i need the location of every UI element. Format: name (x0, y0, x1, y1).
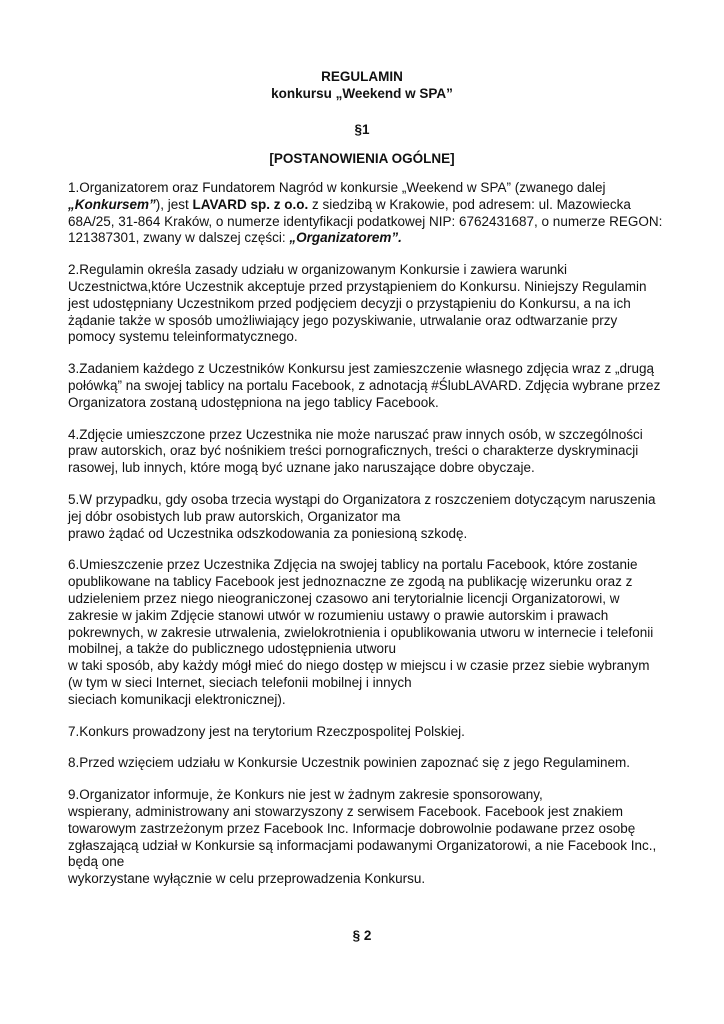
konkurs-term: „Konkursem” (68, 196, 156, 212)
paragraph-line: 2.Regulamin określa zasady udziału w organizowanym Konkursie i zawiera warunki (68, 262, 567, 278)
paragraph-line: zakresie w jakim Zdjęcie stanowi utwór w rozumieniu ustawy o prawie autorskim i prawach (68, 607, 609, 623)
paragraph-line: opublikowane na tablicy Facebook jest jednoznaczne ze zgodą na publikację wizerunku oraz z (68, 574, 633, 590)
paragraph-line: towarowym zastrzeżonym przez Facebook Inc. Informacje dobrowolnie podawane przez osobę (68, 820, 636, 836)
paragraph-line: rasowej, lub innych, które mogą być uznane jako naruszające dobre obyczaje. (68, 460, 535, 476)
paragraph-line: praw autorskich, oraz być nośnikiem treści pornograficznych, treści o charakterze dyskryminacji (68, 443, 639, 459)
document-body (68, 180, 668, 903)
paragraph-7 (68, 724, 668, 741)
paragraph-line: prawo żądać od Uczestnika odszkodowania za poniesioną szkodę. (68, 525, 468, 541)
paragraph-line: wykorzystane wyłącznie w celu przeprowadzenia Konkursu. (68, 871, 426, 887)
paragraph-line: 4.Zdjęcie umieszczone przez Uczestnika nie może naruszać praw innych osób, w szczególności (68, 426, 643, 442)
paragraph-line: 9.Organizator informuje, że Konkurs nie jest w żadnym zakresie sponsorowany, (68, 787, 543, 803)
text-run: ), jest (155, 196, 193, 212)
paragraph-2 (68, 262, 668, 346)
paragraph-line: 7.Konkurs prowadzony jest na terytorium Rzeczpospolitej Polskiej. (68, 723, 465, 739)
paragraph-line (68, 230, 668, 247)
document-subtitle: konkursu „Weekend w SPA” (271, 86, 453, 101)
paragraph-line: wspierany, administrowany ani stowarzyszony z serwisem Facebook. Facebook jest znakiem (68, 803, 623, 819)
paragraph-line: 68A/25, 31-864 Kraków, o numerze identyfikacji podatkowej NIP: 6762431687, o numerze REGON: (68, 213, 663, 229)
document-title: REGULAMIN (321, 69, 403, 84)
paragraph-9 (68, 787, 668, 888)
paragraph-5 (68, 492, 668, 542)
company-name: LAVARD sp. z o.o. (192, 196, 309, 212)
paragraph-line: 1.Organizatorem oraz Fundatorem Nagród w konkursie „Weekend w SPA” (zwanego dalej (68, 180, 606, 195)
paragraph-line: pokrewnych, w zakresie utrwalenia, zwielokrotnienia i opublikowania utworu w internecie i telefonii (68, 624, 654, 640)
paragraph-line: mobilnej, a także do publicznego udostępnienia utworu (68, 641, 396, 657)
paragraph-1 (68, 180, 668, 247)
paragraph-line: sieciach komunikacji elektronicznej). (68, 691, 286, 707)
paragraph-line: 5.W przypadku, gdy osoba trzecia wystąpi do Organizatora z roszczeniem dotyczącym naruszenia (68, 491, 656, 507)
paragraph-3 (68, 361, 668, 411)
paragraph-line: jest udostępniany Uczestnikom przed podjęciem decyzji o przystąpieniu do Konkursu, a na ich (68, 295, 631, 311)
paragraph-line: zgłaszającą udział w Konkursie są informacjami podawanymi Organizatorowi, a nie Facebook Inc., (68, 837, 657, 853)
paragraph-4 (68, 427, 668, 477)
paragraph-line: jej dóbr osobistych lub praw autorskich, Organizator ma (68, 508, 401, 524)
paragraph-line: połówką” na swojej tablicy na portalu Facebook, z adnotacją #ŚlubLAVARD. Zdjęcia wybrane przez (68, 377, 661, 393)
paragraph-line: udzieleniem przez niego nieograniczonej czasowo ani terytorialnie licencji Organizatorowi, w (68, 590, 620, 606)
paragraph-8 (68, 755, 668, 772)
paragraph-line: Uczestnictwa,które Uczestnik akceptuje przed przystąpieniem do Konkursu. Niniejszy Regulamin (68, 278, 647, 294)
section-1-heading: [POSTANOWIENIA OGÓLNE] (269, 151, 455, 166)
paragraph-line: będą one (68, 854, 125, 870)
paragraph-line: 3.Zadaniem każdego z Uczestników Konkursu jest zamieszczenie własnego zdjęcia wraz z „drugą (68, 361, 655, 377)
paragraph-line: (w tym w sieci Internet, sieciach telefonii mobilnej i innych (68, 674, 412, 690)
paragraph-line: żądanie także w sposób umożliwiający jego pozyskiwanie, utrwalanie oraz odtwarzanie przy (68, 312, 618, 328)
paragraph-line: Organizatora zostaną udostępniona na jego tablicy Facebook. (68, 394, 439, 410)
paragraph-line (68, 197, 668, 214)
section-2-number: § 2 (352, 928, 372, 943)
paragraph-6 (68, 557, 668, 708)
paragraph-line: 8.Przed wzięciem udziału w Konkursie Uczestnik powinien zapoznać się z jego Regulaminem. (68, 755, 631, 771)
text-run: 121387301, zwany w dalszej części: (68, 230, 290, 246)
paragraph-line: w taki sposób, aby każdy mógł mieć do niego dostęp w miejscu i w czasie przez siebie wybranym (68, 658, 650, 674)
paragraph-line: 6.Umieszczenie przez Uczestnika Zdjęcia na swojej tablicy na portalu Facebook, które zostanie (68, 557, 638, 573)
section-1-number: §1 (354, 122, 370, 137)
paragraph-line: pomocy systemu teleinformatycznego. (68, 329, 298, 345)
text-run: z siedzibą w Krakowie, pod adresem: ul. Mazowiecka (308, 196, 631, 212)
organizator-term: „Organizatorem”. (289, 230, 402, 246)
